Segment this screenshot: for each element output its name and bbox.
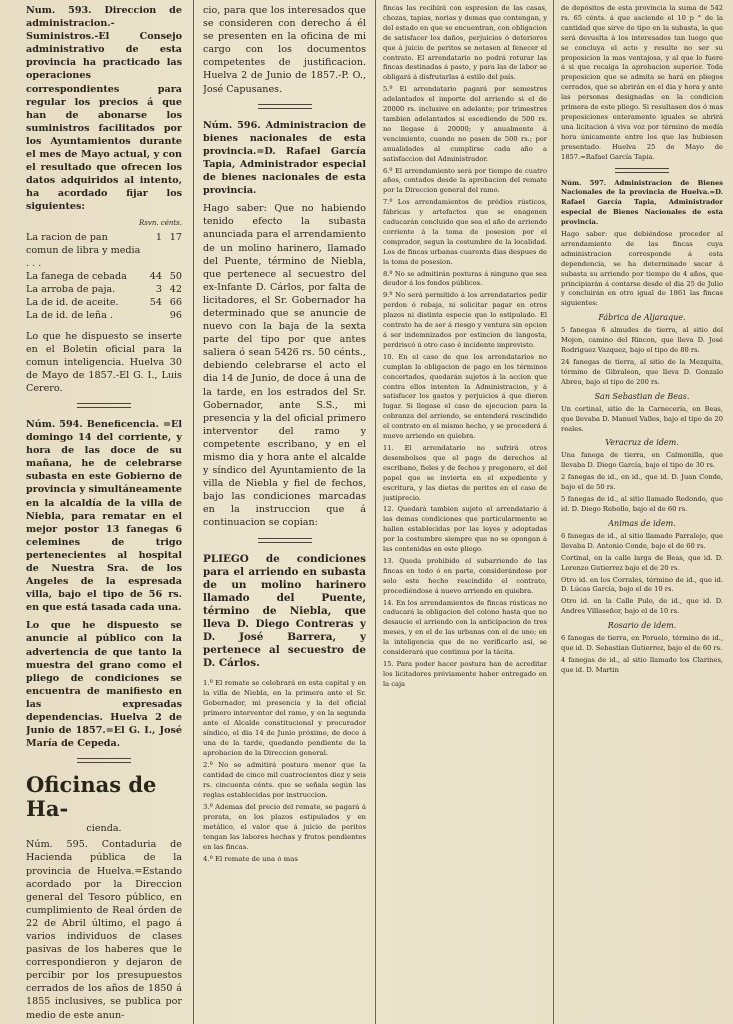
article-10: 10. En el caso de que los arrendatarios no cumplan la obligacion de pago en los términos concertados, quedarán sujetos á la accion que contra ellos intenten la Administracion, y á satisfacer los gastos y perjuicios á que dieren lugar. Si llegase el caso de ejecucion para la cobranza del arriendo, se entenderá rescindido el contrato en el mismo hecho, y se procederá á nuevo arriendo en quiebra. xyxy=(383,352,547,441)
notice-594: Núm. 594. Beneficencia. =El domingo 14 del corriente, y hora de las doce de su mañana, he de celebrarse subasta en este Gobierno de provincia y simultáneamente en la alcaldía de la villa de Niebla, para rematar en el mejor postor 13 fanegas 6 celemines de trigo pertenecientes al hospital de Nuestra Sra. de los Angeles de la espresada villa, bajo el tipo de 56 rs. en que está tasada cada una. xyxy=(26,418,182,614)
property-item: Cortinal, en la calle larga de Beas, que id. D. Lorenzo Gutierrez bajo el de 20 rs. xyxy=(561,553,723,572)
column-4 xyxy=(561,4,723,1024)
property-item: 5 fanegas de id., al sitio llamado Redondo, que id. D. Diego Rebollo, bajo el de 60 rs. xyxy=(561,495,723,513)
article-4: 4.º El remate de una ó mas xyxy=(203,854,298,863)
property-item: 4 fanegas de id., al sitio llamado los Clarines, que id. D. Martin xyxy=(561,655,723,674)
parish-heading: Fábrica de Aljaraque. xyxy=(598,313,686,323)
parish-heading: San Sebastian de Beas. xyxy=(594,391,690,401)
price-row: La de id. de aceite. 54 66 xyxy=(26,296,182,308)
article-12: 12. Quedará tambien sujeto el arrendatario á las demas condiciones que particularmente se hallen establecidas por las leyes y adoptadas por la costumbre siempre que no se opongan á las contenidas en este pliego. xyxy=(383,505,547,554)
article-15-continued: de depósitos de esta provincia la suma de 542 rs. 65 cénts. á que asciende el 10 p ° de la cantidad que sirve de tipo en la subasta, la que será devuelta á los interesados tan luego que se concluya el acto y resulte no ser su proposicion la mas ventajosa, y al que lo fuere á si que recaiga la aprobacion superior. Toda proposicion que se admita se hará en pliegos cerrados, que se abrirán en el dia y hora y ante las personas designadas en la condicion primera de este pliego. Si resultasen dos ó mas proposiciones enteramente iguales se abrirá una licitacion á viva voz por término de medía hora únicamente entre los que las hubiesen presentado. Huelva 25 de Mayo de 1857.=Rafael García Tapia. xyxy=(561,4,723,161)
notice-594-closing: Lo que he dispuesto se anuncie al público con la advertencia de que tanto la muestra del grano como el pliego de condiciones se encuentra de manifiesto en las expresadas dependencias. Huelva 2 de Junio de 1857.=El G. I., José María de Cepeda. xyxy=(26,620,182,750)
article-3: 3.º Ademas del precio del remate, se pagará á prorata, en los plazos estipulados y en metálico, el valor que á juicio de peritos tengan las labores hechas y frutos pendientes en las fincas. xyxy=(203,802,366,851)
article-7: 7.º Los arrendamientos de prédios rústicos, fábricas y artefactos que se enagenen caducarán concluido que sea el año de arriendo corriente á la toma de posesion por el comprador, segun la costumbre de la localidad. Los de fincas urbanas cuarenta dias despues de la toma de posesion. xyxy=(383,198,547,266)
price-row: La racion de pan comun de libra y media . . . 1 17 xyxy=(26,231,182,269)
column-2 xyxy=(203,4,366,1024)
separator xyxy=(258,538,312,543)
notice-595: Núm. 595. Contaduria de Hacienda pública de la provincia de Huelva.=Estando acordado por la Direccion general del Tesoro público, en cumplimiento de Real órden de 22 de Abril último, el pago á varios individuos de clases pasivas de los haberes que le correspondieron y dejaron de percibir por los presupuestos cerrados de los años de 1850 á 1855 inclusives, se publica por medio de este anun- xyxy=(26,839,182,1021)
column-rule xyxy=(553,0,554,1024)
article-8: 8.º No se admitirán posturas á ninguno que sea deudor á los fondos públicos. xyxy=(383,269,547,288)
price-table-header: Rsvn. cénts. xyxy=(139,218,182,227)
separator xyxy=(258,104,312,109)
parish-heading: Animas de idem. xyxy=(608,518,676,528)
article-15: 15. Para poder hacer postura han de acreditar los licitadores préviamente haber entregado en la caja xyxy=(383,660,547,688)
separator xyxy=(77,758,131,763)
notice-597-body: Hago saber: que debiéndose proceder al arrendamiento de las fincas cuya administracion corresponde á esta dependencia, se ha determinado sacar á subasta su arriendo por tiempo de 4 años, que principiarán á contarse desde el dia 25 de Julio y concluirán en otro igual de 1861 las fincas siguientes: xyxy=(561,230,723,308)
notice-593-closing: Lo que he dispuesto se inserte en el Boletin oficial para la comun inteligencia. Huelva 30 de Mayo de 1857.-El G. I., Luis Cerero. xyxy=(26,330,182,394)
separator xyxy=(77,403,131,408)
property-item: 24 fanegas de tierra, al sitio de la Mezquita, término de Gibraleon, que lleva D. Gonzalo Abreu, bajo el tipo de 200 rs. xyxy=(561,358,723,386)
pliego-articles xyxy=(203,678,366,864)
article-1: 1.º El remate se celebrará en esta capital y en la villa de Niebla, en la primera ante el Sr. Gobernador, mi presencia y la del oficial primero interventor del ramo, y en la segunda ante el Alcalde constitucional y procurador síndico, el dia 14 de Junio próximo, de doce á una de la tarde, quedando pendiente de la aprobacion de la Direccion general. xyxy=(203,678,366,757)
property-item: Una fanega de tierra, en Calmonilla, que llevaba D. Diego García, bajo el tipo de 30 rs. xyxy=(561,451,723,470)
section-heading-continued: cienda. xyxy=(86,823,122,835)
property-item: 6 fanegas de tierra, en Poruelo, término de id., que id. D. Sebastian Gutierrez, bajo el de 60 rs. xyxy=(561,634,723,653)
article-13: 13. Queda prohibido el subarriendo de las fincas en todo ó en parte, considerándose por solo este hecho rescindido el contrato, procediéndose á nuevo arriendo en quiebra. xyxy=(383,556,547,595)
article-6: 6.º El arrendamiento será por tiempo de cuatro años, contados desde la aprobacion del remate por la Direccion general del ramo. xyxy=(383,166,547,195)
column-1 xyxy=(26,4,182,1024)
property-item: 5 fanegas 6 almudes de tierra, al sitio del Mojon, camino del Rincon, que lleva D. José Rodriguez Vazquez, bajo el tipo de 80 rs. xyxy=(561,326,723,355)
column-rule xyxy=(193,0,194,1024)
notice-596-body: Hago saber: Que no habiendo tenido efecto la subasta anunciada para el arrendamiento de un molino harinero, llamado del Puente, término de Niebla, que pertenece al secuestro del ex-Infante D. Cárlos, por falta de licitadores, el Sr. Gobernador ha determinado que se anuncie de nuevo con la baja de la sexta parte del tipo por que antes saliera ó sean 5426 rs. 50 cénts., debiendo celebrarse el acto el dia 14 de Junio, de doce á una de la tarde, en los estrados del Sr. Gobernador, ante S.S., mi presencia y la del oficial primero interventor del ramo y competente escribano, y en el mismo dia y hora ante el alcalde y síndico del Ayuntamiento de la villa de Niebla y fiel de fechos, bajo las condiciones marcadas en la instruccion que á continuacion se copian: xyxy=(203,203,366,529)
column-3 xyxy=(383,4,547,1024)
article-11: 11. El arrendatario no sufrirá otros desembolsos que el pago de derechos al escribano, fieles y de fechos y pregonero, el del papel que se invierta en el expediente y escritura, y las dietas de peritos en el caso de justiprecio. xyxy=(383,443,547,502)
price-row: La de id. de leña . 96 xyxy=(26,309,182,321)
price-row: La arroba de paja. 3 42 xyxy=(26,283,182,295)
article-2: 2.º No se admitirá postura menor que la cantidad de cinco mil cuatrocientos diez y seis rs. cincuenta cénts. que se señala según las reglas establecidas por instruccion. xyxy=(203,760,366,799)
pliego-title: PLIEGO de condiciones para el arriendo en subasta de un molino harinero llamado del Puente, término de Niebla, que lleva D. Diego Contreras y D. José Barrera, y pertenece al secuestro de D. Cárlos. xyxy=(203,552,366,669)
notice-593: Num. 593. Direccion de administracion.-Suministros.-El Consejo administrativo de esta provincia ha practicado las operaciones correspondientes para regular los precios á que han de abonarse los suministros facilitados por los Ayuntamientos durante el mes de Mayo actual, y con el resultado que ofrecen los datos adquiridos al intento, ha acordado fijar los siguientes: xyxy=(26,5,182,213)
section-heading: Oficinas de Ha- xyxy=(26,772,157,822)
article-14: 14. En los arrendamientos de fincas rústicas no caducará la obligacion del colono hasta que no desaucie el arriendo con la anticipacion de tres meses, y en el de las urbanas con el de uno; en la inteligencia que de no verificarlo así, se considerará que continua por la tácita. xyxy=(383,598,547,657)
property-item: 6 fanegas de id., al sitio llamado Parralejo, que llevaba D. Antonio Conde, bajo el de 60 rs. xyxy=(561,531,723,550)
property-item: Otro id. en la Calle Pulo, de id., que id. D. Andres Villaseñor, bajo el de 10 rs. xyxy=(561,597,723,616)
property-item: Otro id. en los Corrales, término de id., que id. D. Lúcas García, bajo el de 10 rs. xyxy=(561,575,723,594)
parish-heading: Rosario de idem. xyxy=(607,621,677,631)
notice-597: Núm. 597. Administracion de Bienes Nacionales de la provincia de Huelva.=D. Rafael García Tapia, Administrador especial de Bienes Nacionales de esta provincia. xyxy=(561,178,723,227)
property-item: 2 fanegas de id., en id., que id. D. Juan Conde, bajo el de 50 rs. xyxy=(561,473,723,492)
price-row: La fanega de cebada 44 50 xyxy=(26,270,182,282)
notice-595-continued: cio, para que los interesados que se consideren con derecho á él se presenten en la oficina de mi cargo con los documentos competentes de justificacion. Huelva 2 de Junio de 1857.-P. O., José Capusanes. xyxy=(203,5,366,95)
article-5: 5.º El arrendatario pagará por semestres adelantados el importe del arriendo si el de 20000 rs. inclusive en adelante; por trimestres tambien adelantados si escediendo de 500 rs. no llegase á 20000; y anualmente á vencimiento, cuando no pasen de 500 rs.; por anualidades al cumplirse cada año a satisfaccion del Administrador. xyxy=(383,85,547,163)
notice-596: Núm. 596. Administracion de bienes nacionales de esta provincia.=D. Rafael García Tapia, Administrador especial de bienes nacionales de esta provincia. xyxy=(203,119,366,197)
price-table xyxy=(26,231,182,322)
article-9: 9.º No será permitido á los arrendatarios pedir perdon ó rebaja, ni solicitar pagar en otros plazos ni distinta especie que lo estipulado. El contrato ha de ser á riesgo y ventura sin opcion á ser indemnizados por estincion de langosta, perdriscó ú otro caso é incidente imprevisto. xyxy=(383,291,547,349)
column-rule xyxy=(375,0,376,1024)
parish-heading: Veracruz de idem. xyxy=(605,438,679,448)
property-item: Un cortinal, sitio de la Carnecería, en Beas, que llevaba D. Manuel Valles, bajo el tipo de 20 reales. xyxy=(561,404,723,433)
article-4-continued: fincas las recibirá con espresion de las casas, chozas, tapias, norias y demas que contengan, y del estado en que se encuentran, con obligacion de satisfacer los daños, perjuicios ó deterioros que á juicio de peritos se notasen al fenecer el contrato. El arrendatario no podrá roturar las fincas destinadas á pasto, y para las de labor se obligará á disfrutarlas á estilo del país. xyxy=(383,4,547,82)
separator xyxy=(615,168,669,173)
